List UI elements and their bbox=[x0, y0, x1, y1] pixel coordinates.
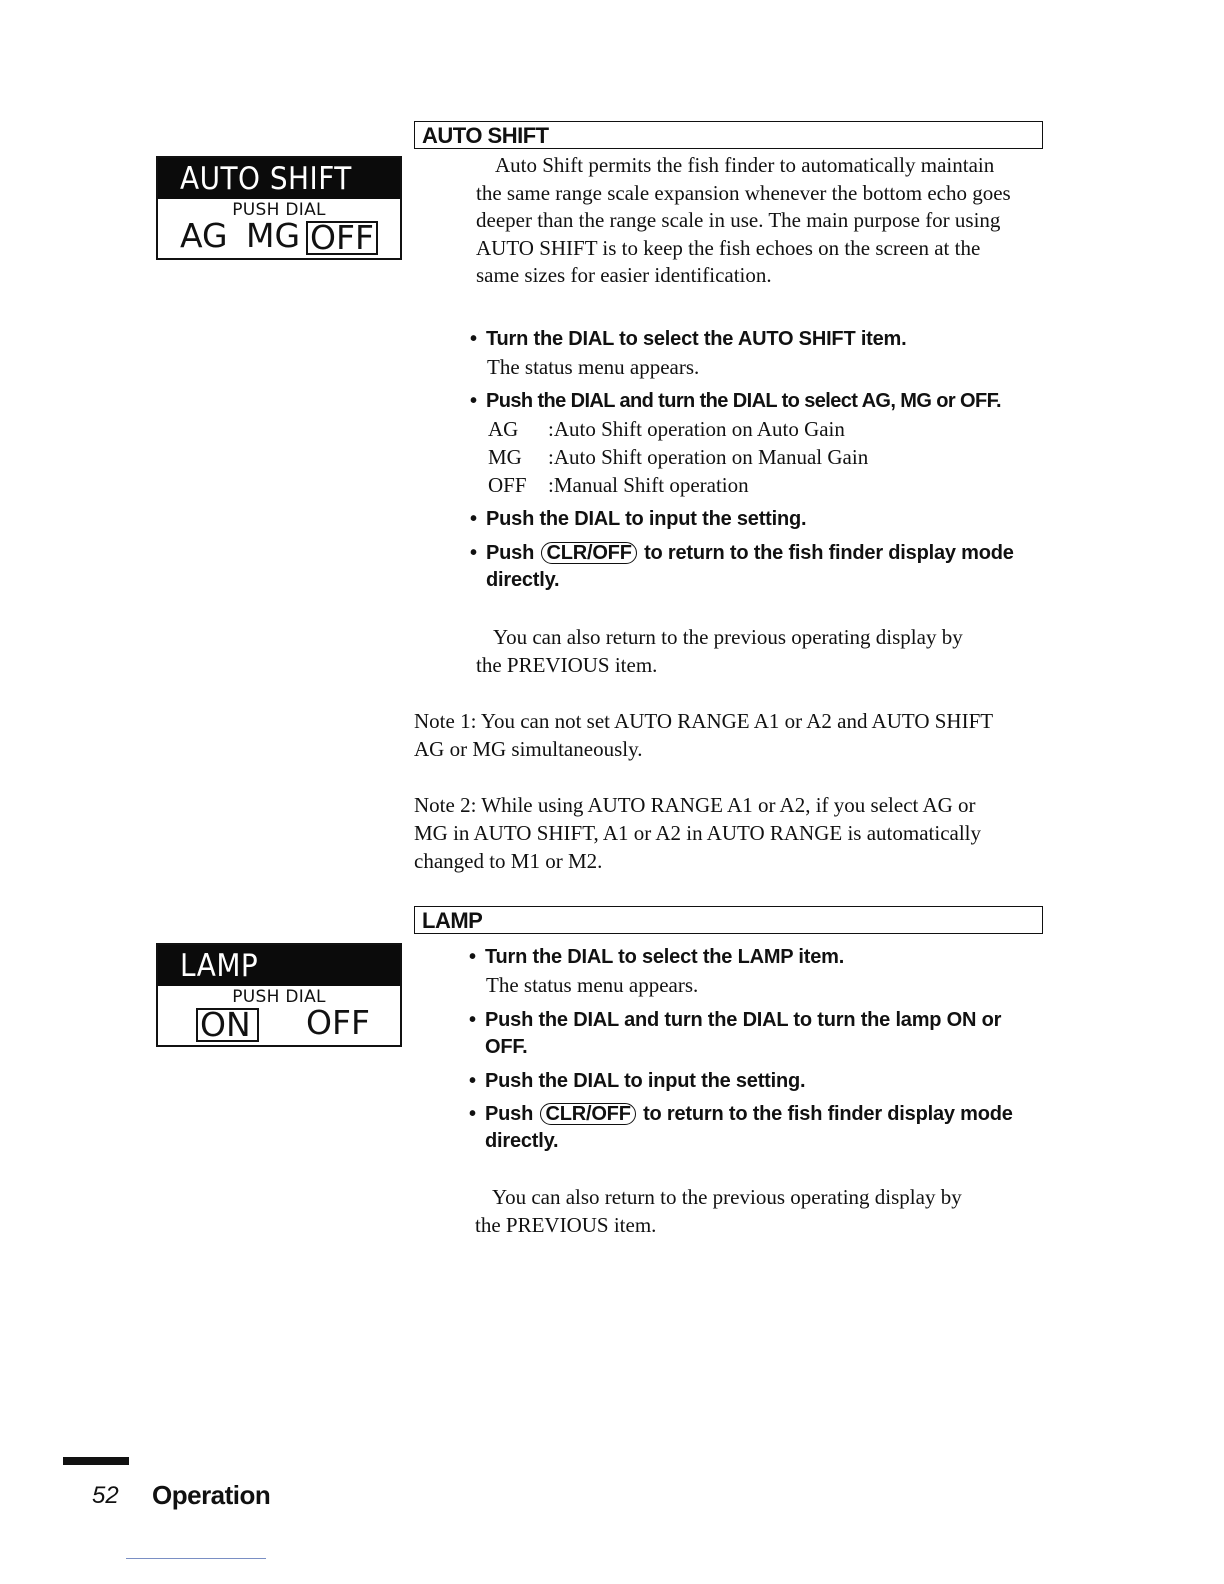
note-label: Note 1 bbox=[414, 709, 471, 733]
lamp-step-3: • Push the DIAL to input the setting. bbox=[469, 1070, 806, 1092]
intro-line: same sizes for easier identification. bbox=[476, 263, 772, 287]
auto-shift-panel-options bbox=[158, 216, 400, 258]
step-text: Push the DIAL and turn the DIAL to turn the lamp ON or bbox=[485, 1009, 1002, 1031]
option-desc: :Manual Shift operation bbox=[548, 473, 749, 497]
lamp-panel-title: LAMP bbox=[158, 945, 400, 986]
option-row bbox=[488, 471, 868, 499]
step-text: directly. bbox=[485, 1130, 559, 1152]
return-line: the PREVIOUS item. bbox=[476, 652, 658, 677]
auto-shift-step-2: • Push the DIAL and turn the DIAL to select AG, MG or OFF. bbox=[470, 390, 1001, 412]
auto-shift-step-1-sub: The status menu appears. bbox=[487, 355, 700, 379]
auto-shift-step-3: • Push the DIAL to input the setting. bbox=[470, 508, 807, 530]
lamp-step-4: • Push CLR/OFF to return to the fish finder display mode directly. bbox=[485, 1101, 1013, 1155]
auto-shift-return-note bbox=[476, 624, 963, 679]
auto-shift-option-off-selected: OFF bbox=[306, 221, 378, 255]
auto-shift-section-header bbox=[414, 121, 1043, 149]
intro-line: Auto Shift permits the fish finder to automatically maintain bbox=[495, 153, 995, 177]
option-row bbox=[488, 443, 868, 471]
step-text: directly. bbox=[486, 569, 560, 591]
auto-shift-option-list bbox=[488, 415, 868, 499]
option-term: AG bbox=[488, 417, 519, 441]
note-text: : You can not set AUTO RANGE A1 or A2 and AUTO SHIFT bbox=[470, 709, 994, 733]
note-text: : While using AUTO RANGE A1 or A2, if you select AG or bbox=[470, 793, 976, 817]
step-text: Turn the DIAL to select the LAMP item. bbox=[485, 946, 845, 968]
step-text: Push the DIAL to input the setting. bbox=[485, 1070, 806, 1092]
auto-shift-intro bbox=[476, 152, 1066, 290]
step-text: Push the DIAL and turn the DIAL to select AG, MG or OFF. bbox=[486, 390, 1001, 412]
lamp-return-note bbox=[475, 1184, 962, 1239]
intro-line: the same range scale expansion whenever the bottom echo goes bbox=[476, 180, 1011, 205]
auto-shift-step-4: • Push CLR/OFF to return to the fish finder display mode directly. bbox=[486, 540, 1014, 594]
step-text: to return to the fish finder display mode bbox=[643, 1103, 1013, 1125]
lamp-panel-push-dial: PUSH DIAL bbox=[232, 987, 326, 1007]
lamp-section-header bbox=[414, 906, 1043, 934]
lamp-menu-panel bbox=[156, 943, 402, 1047]
page-number: 52 bbox=[92, 1482, 119, 1509]
option-term: OFF bbox=[488, 473, 527, 497]
clr-off-key: CLR/OFF bbox=[540, 1103, 635, 1125]
note-2 bbox=[414, 791, 1054, 875]
lamp-option-off: OFF bbox=[306, 1003, 370, 1042]
step-text: OFF. bbox=[485, 1036, 528, 1058]
return-line: You can also return to the previous operating display by bbox=[493, 625, 963, 649]
option-desc: :Auto Shift operation on Auto Gain bbox=[548, 417, 845, 441]
option-term: MG bbox=[488, 445, 522, 469]
auto-shift-step-1: • Turn the DIAL to select the AUTO SHIFT item. bbox=[470, 328, 907, 350]
option-desc: :Auto Shift operation on Manual Gain bbox=[548, 445, 869, 469]
note-1 bbox=[414, 707, 1054, 763]
intro-line: deeper than the range scale in use. The main purpose for using bbox=[476, 208, 1001, 232]
step-text: Push bbox=[485, 1103, 534, 1125]
lamp-step-2: • Push the DIAL and turn the DIAL to turn the lamp ON or OFF. bbox=[485, 1007, 1001, 1061]
footer-rule bbox=[63, 1457, 129, 1465]
return-line: the PREVIOUS item. bbox=[475, 1212, 657, 1237]
lamp-step-1: • Turn the DIAL to select the LAMP item. bbox=[469, 946, 845, 968]
lamp-panel-options bbox=[158, 1003, 400, 1045]
auto-shift-header-text: AUTO SHIFT bbox=[422, 123, 549, 148]
step-text: Turn the DIAL to select the AUTO SHIFT item. bbox=[486, 328, 907, 350]
note-text: changed to M1 or M2. bbox=[414, 849, 603, 873]
option-row bbox=[488, 415, 868, 443]
lamp-step-1-sub: The status menu appears. bbox=[486, 973, 699, 997]
note-label: Note 2 bbox=[414, 793, 471, 817]
auto-shift-option-mg: MG bbox=[246, 216, 301, 255]
step-text: Push the DIAL to input the setting. bbox=[486, 508, 807, 530]
auto-shift-menu-panel bbox=[156, 156, 402, 260]
auto-shift-option-ag: AG bbox=[180, 216, 228, 255]
bottom-divider bbox=[126, 1558, 266, 1559]
note-text: MG in AUTO SHIFT, A1 or A2 in AUTO RANGE is automatically bbox=[414, 821, 981, 845]
lamp-header-text: LAMP bbox=[422, 908, 483, 933]
intro-line: AUTO SHIFT is to keep the fish echoes on the screen at the bbox=[476, 235, 981, 260]
auto-shift-panel-push-dial: PUSH DIAL bbox=[232, 200, 326, 220]
note-text: AG or MG simultaneously. bbox=[414, 737, 643, 761]
auto-shift-panel-title: AUTO SHIFT bbox=[158, 158, 400, 199]
footer-section-title: Operation bbox=[152, 1480, 271, 1510]
step-text: to return to the fish finder display mode bbox=[644, 542, 1014, 564]
lamp-option-on-selected: ON bbox=[196, 1008, 259, 1042]
step-text: Push bbox=[486, 542, 535, 564]
return-line: You can also return to the previous operating display by bbox=[492, 1185, 962, 1209]
clr-off-key: CLR/OFF bbox=[541, 542, 636, 564]
